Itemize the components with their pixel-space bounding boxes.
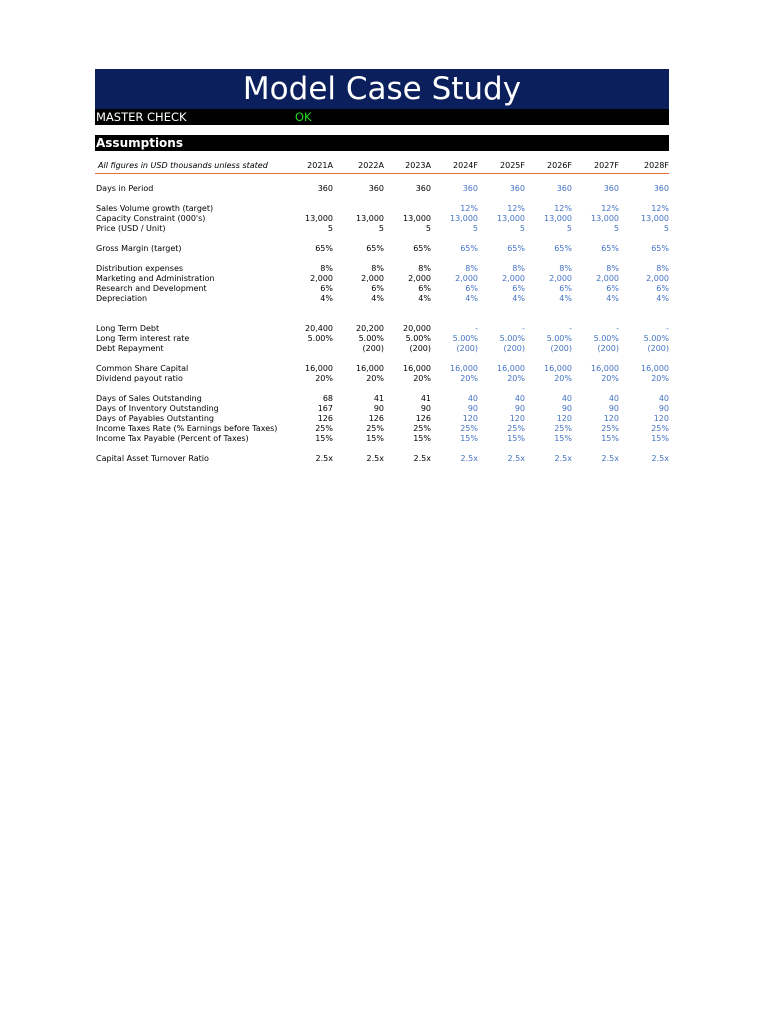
forecast-cell: 40 — [561, 394, 572, 403]
forecast-cell: 25% — [460, 424, 478, 433]
forecast-cell: 12% — [507, 204, 525, 213]
year-header: 2026F — [525, 159, 572, 174]
spacer-row — [95, 304, 669, 324]
year-header: 2021A — [275, 159, 333, 174]
actual-cell — [275, 204, 333, 214]
forecast-cell: 2.5x — [651, 454, 669, 463]
forecast-cell: - — [616, 324, 619, 333]
forecast-cell: (200) — [456, 344, 478, 353]
actual-cell: 2.5x — [366, 454, 384, 463]
forecast-cell: 2.5x — [601, 454, 619, 463]
forecast-cell: 4% — [512, 294, 525, 303]
actual-cell: 8% — [418, 264, 431, 273]
forecast-cell: 360 — [462, 184, 478, 193]
actual-cell: 167 — [317, 404, 333, 413]
actual-cell: 5 — [327, 224, 333, 233]
forecast-cell: 12% — [460, 204, 478, 213]
table-row — [95, 264, 669, 274]
table-row — [95, 364, 669, 374]
forecast-cell: - — [666, 324, 669, 333]
table-row — [95, 184, 669, 194]
forecast-cell: 40 — [514, 394, 525, 403]
forecast-cell: 8% — [656, 264, 669, 273]
actual-cell: 20,200 — [356, 324, 384, 333]
forecast-cell: 5 — [663, 224, 669, 233]
forecast-cell: - — [475, 324, 478, 333]
spacer-row — [95, 254, 669, 264]
table-row — [95, 404, 669, 414]
spacer-cell — [95, 444, 669, 454]
forecast-cell: 4% — [559, 294, 572, 303]
forecast-cell: 25% — [554, 424, 572, 433]
actual-cell: 2.5x — [413, 454, 431, 463]
forecast-cell: 16,000 — [497, 364, 525, 373]
forecast-cell: 20% — [554, 374, 572, 383]
table-row — [95, 394, 669, 404]
table-row — [95, 424, 669, 434]
forecast-cell: 5.00% — [546, 334, 572, 343]
table-row — [95, 284, 669, 294]
actual-cell: 4% — [320, 294, 333, 303]
spacer-row — [95, 384, 669, 394]
actual-cell: 126 — [368, 414, 384, 423]
row-label: Dividend payout ratio — [96, 374, 183, 383]
table-row — [95, 204, 669, 214]
spacer-row — [95, 194, 669, 204]
forecast-cell: 6% — [512, 284, 525, 293]
row-label: Common Share Capital — [96, 364, 189, 373]
actual-cell: 13,000 — [356, 214, 384, 223]
forecast-cell: - — [522, 324, 525, 333]
year-header: 2022A — [333, 159, 384, 174]
forecast-cell: 360 — [556, 184, 572, 193]
actual-cell: 360 — [415, 184, 431, 193]
actual-cell — [275, 344, 333, 354]
forecast-cell: 2,000 — [502, 274, 525, 283]
table-row — [95, 244, 669, 254]
actual-cell — [384, 204, 431, 214]
forecast-cell: 4% — [465, 294, 478, 303]
row-label: Capital Asset Turnover Ratio — [96, 454, 209, 463]
forecast-cell: 5 — [613, 224, 619, 233]
forecast-cell: 5.00% — [593, 334, 619, 343]
year-header: 2024F — [431, 159, 478, 174]
actual-cell: 20% — [366, 374, 384, 383]
row-label: Long Term Debt — [96, 324, 160, 333]
forecast-cell: 2,000 — [646, 274, 669, 283]
actual-cell: 126 — [317, 414, 333, 423]
forecast-cell: 360 — [603, 184, 619, 193]
actual-cell: 126 — [415, 414, 431, 423]
actual-cell: (200) — [409, 344, 431, 353]
forecast-cell: 20% — [651, 374, 669, 383]
year-header: 2023A — [384, 159, 431, 174]
actual-cell: 65% — [366, 244, 384, 253]
actual-cell: 5 — [378, 224, 384, 233]
table-row — [95, 434, 669, 444]
master-check-row — [95, 109, 669, 125]
actual-cell: 2.5x — [315, 454, 333, 463]
actual-cell: 2,000 — [408, 274, 431, 283]
forecast-cell: 360 — [509, 184, 525, 193]
forecast-cell: 360 — [653, 184, 669, 193]
actual-cell: 15% — [315, 434, 333, 443]
assumptions-table — [95, 159, 669, 464]
actual-cell: 25% — [366, 424, 384, 433]
actual-cell: 15% — [413, 434, 431, 443]
header-row — [95, 159, 669, 174]
forecast-cell: 65% — [554, 244, 572, 253]
forecast-cell: 40 — [467, 394, 478, 403]
actual-cell: 360 — [368, 184, 384, 193]
table-row — [95, 294, 669, 304]
forecast-cell: 40 — [658, 394, 669, 403]
forecast-cell: 8% — [606, 264, 619, 273]
spacer-row — [95, 354, 669, 364]
year-header: 2025F — [478, 159, 525, 174]
row-label: Research and Development — [96, 284, 207, 293]
row-label: Marketing and Administration — [96, 274, 215, 283]
actual-cell: 16,000 — [356, 364, 384, 373]
actual-cell: 2,000 — [361, 274, 384, 283]
table-row — [95, 274, 669, 284]
actual-cell: 90 — [420, 404, 431, 413]
actual-cell: 2,000 — [310, 274, 333, 283]
actual-cell: 16,000 — [403, 364, 431, 373]
forecast-cell: 13,000 — [450, 214, 478, 223]
page-title: Model Case Study — [95, 69, 669, 109]
actual-cell: 8% — [371, 264, 384, 273]
actual-cell: 5.00% — [358, 334, 384, 343]
forecast-cell: 120 — [556, 414, 572, 423]
row-label: Days in Period — [96, 184, 154, 193]
actual-cell: 25% — [315, 424, 333, 433]
forecast-cell: 6% — [656, 284, 669, 293]
actual-cell: (200) — [362, 344, 384, 353]
actual-cell: 68 — [322, 394, 333, 403]
forecast-cell: 5 — [519, 224, 525, 233]
spacer-cell — [95, 304, 669, 324]
actual-cell: 360 — [317, 184, 333, 193]
table-row — [95, 454, 669, 464]
forecast-cell: 5.00% — [499, 334, 525, 343]
forecast-cell: 6% — [465, 284, 478, 293]
forecast-cell: (200) — [647, 344, 669, 353]
forecast-cell: 15% — [507, 434, 525, 443]
actual-cell: 65% — [413, 244, 431, 253]
forecast-cell: 12% — [651, 204, 669, 213]
row-label: Capacity Constraint (000's) — [96, 214, 206, 223]
master-check-value: OK — [295, 110, 312, 124]
forecast-cell: 2.5x — [507, 454, 525, 463]
actual-cell: 41 — [373, 394, 384, 403]
forecast-cell: 5.00% — [452, 334, 478, 343]
forecast-cell: 15% — [460, 434, 478, 443]
row-label: Income Taxes Rate (% Earnings before Taxes) — [96, 424, 278, 433]
forecast-cell: 5 — [472, 224, 478, 233]
forecast-cell: (200) — [550, 344, 572, 353]
row-label: Days of Inventory Outstanding — [96, 404, 219, 413]
spacer-cell — [95, 354, 669, 364]
actual-cell: 20% — [413, 374, 431, 383]
actual-cell: 6% — [418, 284, 431, 293]
spreadsheet-sheet — [95, 69, 669, 464]
row-label: Income Tax Payable (Percent of Taxes) — [96, 434, 249, 443]
forecast-cell: 2.5x — [554, 454, 572, 463]
forecast-cell: 6% — [559, 284, 572, 293]
forecast-cell: 8% — [512, 264, 525, 273]
forecast-cell: 90 — [561, 404, 572, 413]
forecast-cell: 8% — [559, 264, 572, 273]
table-row — [95, 214, 669, 224]
row-label: Days of Sales Outstanding — [96, 394, 202, 403]
actual-cell: 8% — [320, 264, 333, 273]
table-row — [95, 414, 669, 424]
actual-cell: 6% — [320, 284, 333, 293]
forecast-cell: 13,000 — [641, 214, 669, 223]
forecast-cell: 90 — [514, 404, 525, 413]
forecast-cell: 65% — [460, 244, 478, 253]
actual-cell: 4% — [418, 294, 431, 303]
row-label: Debt Repayment — [96, 344, 164, 353]
actual-cell: 65% — [315, 244, 333, 253]
forecast-cell: 2,000 — [549, 274, 572, 283]
forecast-cell: 65% — [601, 244, 619, 253]
forecast-cell: 20% — [507, 374, 525, 383]
actual-cell: 20,000 — [403, 324, 431, 333]
forecast-cell: 13,000 — [497, 214, 525, 223]
actual-cell: 5.00% — [307, 334, 333, 343]
row-label: Days of Payables Outstanting — [96, 414, 214, 423]
actual-cell: 13,000 — [305, 214, 333, 223]
master-check-label: MASTER CHECK — [96, 110, 187, 124]
forecast-cell: (200) — [597, 344, 619, 353]
spacer-row — [95, 444, 669, 454]
forecast-cell: 5.00% — [643, 334, 669, 343]
forecast-cell: 120 — [509, 414, 525, 423]
forecast-cell: 16,000 — [450, 364, 478, 373]
forecast-cell: 15% — [554, 434, 572, 443]
forecast-cell: 6% — [606, 284, 619, 293]
forecast-cell: 25% — [651, 424, 669, 433]
row-label: Long Term interest rate — [96, 334, 190, 343]
units-note: All figures in USD thousands unless stated — [95, 159, 275, 174]
forecast-cell: 5 — [566, 224, 572, 233]
section-title-assumptions: Assumptions — [95, 135, 669, 151]
forecast-cell: 90 — [467, 404, 478, 413]
forecast-cell: 65% — [651, 244, 669, 253]
spacer-cell — [95, 174, 669, 185]
forecast-cell: 12% — [601, 204, 619, 213]
forecast-cell: - — [569, 324, 572, 333]
table-row — [95, 334, 669, 344]
actual-cell: 4% — [371, 294, 384, 303]
forecast-cell: 25% — [601, 424, 619, 433]
table-row — [95, 344, 669, 354]
actual-cell: 16,000 — [305, 364, 333, 373]
actual-cell: 6% — [371, 284, 384, 293]
actual-cell: 15% — [366, 434, 384, 443]
forecast-cell: 2,000 — [455, 274, 478, 283]
spacer-row — [95, 174, 669, 185]
forecast-cell: 13,000 — [591, 214, 619, 223]
table-row — [95, 374, 669, 384]
forecast-cell: 15% — [601, 434, 619, 443]
year-header: 2027F — [572, 159, 619, 174]
forecast-cell: (200) — [503, 344, 525, 353]
spacer-cell — [95, 194, 669, 204]
forecast-cell: 40 — [608, 394, 619, 403]
forecast-cell: 120 — [653, 414, 669, 423]
forecast-cell: 16,000 — [591, 364, 619, 373]
forecast-cell: 8% — [465, 264, 478, 273]
forecast-cell: 2.5x — [460, 454, 478, 463]
table-row — [95, 224, 669, 234]
forecast-cell: 15% — [651, 434, 669, 443]
forecast-cell: 16,000 — [544, 364, 572, 373]
actual-cell: 5.00% — [405, 334, 431, 343]
row-label: Depreciation — [96, 294, 148, 303]
spacer-cell — [95, 384, 669, 394]
row-label: Price (USD / Unit) — [96, 224, 166, 233]
spacer-row — [95, 234, 669, 244]
forecast-cell: 25% — [507, 424, 525, 433]
spacer-cell — [95, 234, 669, 244]
forecast-cell: 13,000 — [544, 214, 572, 223]
forecast-cell: 12% — [554, 204, 572, 213]
forecast-cell: 90 — [608, 404, 619, 413]
forecast-cell: 90 — [658, 404, 669, 413]
actual-cell: 25% — [413, 424, 431, 433]
forecast-cell: 65% — [507, 244, 525, 253]
forecast-cell: 4% — [606, 294, 619, 303]
row-label: Sales Volume growth (target) — [96, 204, 214, 213]
spacer-cell — [95, 254, 669, 264]
actual-cell — [333, 204, 384, 214]
forecast-cell: 2,000 — [596, 274, 619, 283]
forecast-cell: 16,000 — [641, 364, 669, 373]
forecast-cell: 20% — [460, 374, 478, 383]
table-row — [95, 324, 669, 334]
forecast-cell: 4% — [656, 294, 669, 303]
forecast-cell: 120 — [603, 414, 619, 423]
year-header: 2028F — [619, 159, 669, 174]
actual-cell: 13,000 — [403, 214, 431, 223]
actual-cell: 20,400 — [305, 324, 333, 333]
forecast-cell: 120 — [462, 414, 478, 423]
actual-cell: 5 — [425, 224, 431, 233]
actual-cell: 90 — [373, 404, 384, 413]
forecast-cell: 20% — [601, 374, 619, 383]
actual-cell: 20% — [315, 374, 333, 383]
row-label: Distribution expenses — [96, 264, 184, 273]
row-label: Gross Margin (target) — [96, 244, 182, 253]
actual-cell: 41 — [420, 394, 431, 403]
